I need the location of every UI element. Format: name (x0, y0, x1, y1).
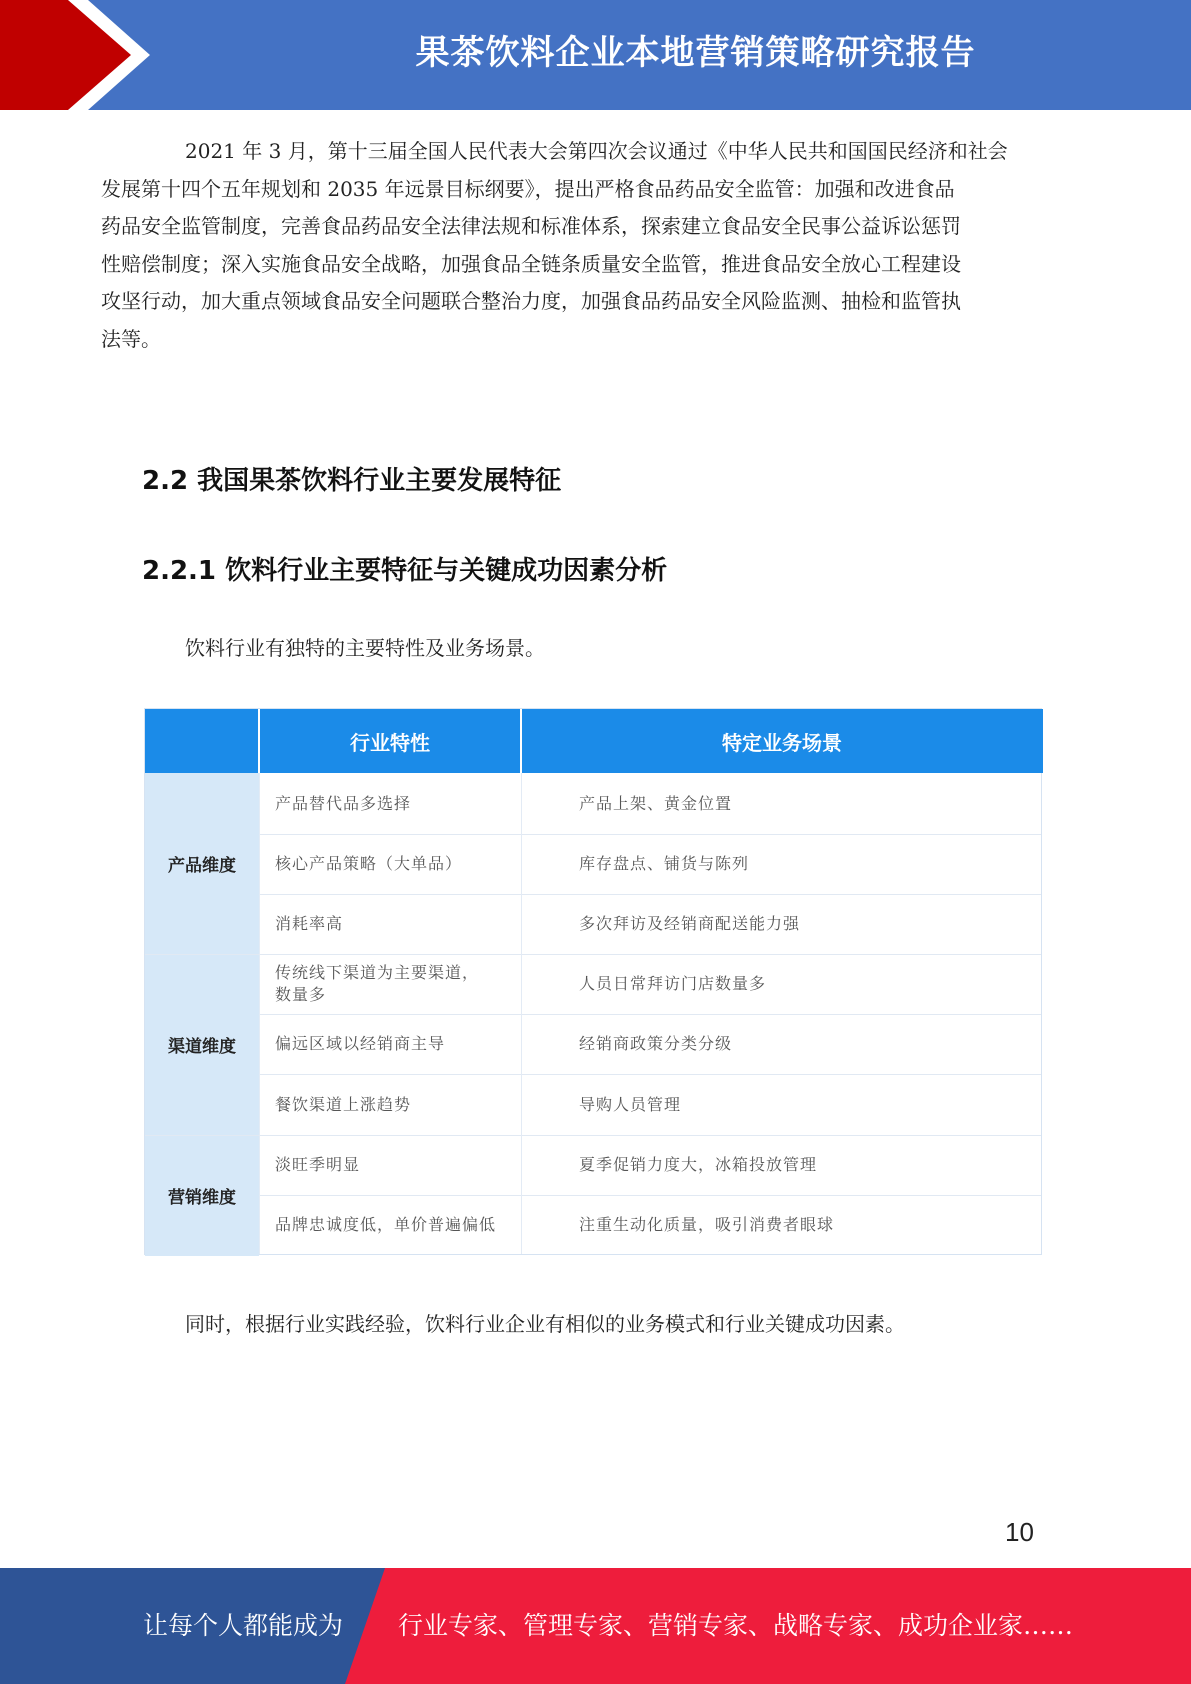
footer-slogan-right: 行业专家、管理专家、营销专家、战略专家、成功企业家…… (398, 1611, 1074, 1640)
intro-line: 性赔偿制度；深入实施食品安全战略，加强食品全链条质量安全监管，推进食品安全放心工程建设 (101, 251, 961, 276)
feature-table (144, 708, 1042, 1255)
column-divider (521, 773, 522, 1254)
scenario-cell: 库存盘点、铺货与陈列 (579, 854, 750, 873)
feature-cell: 淡旺季明显 (275, 1155, 361, 1174)
intro-line: 2021 年 3 月，第十三届全国人民代表大会第四次会议通过《中华人民共和国国民经济和社会 (185, 139, 1008, 163)
section-heading: 2.2 我国果茶饮料行业主要发展特征 (142, 466, 562, 496)
feature-cell: 传统线下渠道为主要渠道，数量多 (275, 963, 480, 1004)
page-header (0, 0, 1191, 110)
report-title: 果茶饮料企业本地营销策略研究报告 (415, 33, 976, 73)
category-marketing: 营销维度 (145, 1135, 259, 1256)
intro-line: 法等。 (101, 326, 161, 351)
intro-line: 攻坚行动，加大重点领域食品安全问题联合整治力度，加强食品药品安全风险监测、抽检和监管执 (101, 289, 961, 313)
scenario-cell: 产品上架、黄金位置 (579, 793, 733, 813)
feature-cell: 品牌忠诚度低，单价普遍偏低 (275, 1215, 497, 1234)
subsection-heading: 2.2.1 饮料行业主要特征与关键成功因素分析 (142, 556, 668, 586)
table-header-feature: 行业特性 (259, 709, 521, 773)
feature-cell: 偏远区域以经销商主导 (275, 1034, 446, 1053)
scenario-cell: 注重生动化质量，吸引消费者眼球 (579, 1215, 835, 1234)
scenario-cell: 导购人员管理 (579, 1094, 682, 1114)
header-divider (258, 709, 260, 773)
feature-cell: 消耗率高 (275, 914, 344, 933)
category-channel: 渠道维度 (145, 954, 259, 1135)
page-number: 10 (1005, 1517, 1034, 1547)
header-chevron-icon (0, 0, 160, 110)
scenario-cell: 人员日常拜访门店数量多 (579, 974, 767, 993)
feature-cell: 产品替代品多选择 (275, 793, 412, 813)
intro-line: 发展第十四个五年规划和 2035 年远景目标纲要》，提出严格食品药品安全监管：加强和改进食品 (101, 176, 955, 201)
feature-cell: 餐饮渠道上涨趋势 (275, 1094, 412, 1114)
scenario-cell: 多次拜访及经销商配送能力强 (579, 914, 801, 933)
table-header-empty (145, 709, 259, 773)
scenario-cell: 夏季促销力度大，冰箱投放管理 (579, 1155, 818, 1174)
header-divider (520, 709, 522, 773)
column-divider (259, 773, 260, 1254)
category-product: 产品维度 (145, 773, 259, 954)
footer-slogan-left: 让每个人都能成为 (143, 1611, 344, 1640)
table-intro: 饮料行业有独特的主要特性及业务场景。 (185, 636, 545, 660)
feature-cell: 核心产品策略（大单品） (275, 854, 463, 873)
scenario-cell: 经销商政策分类分级 (579, 1034, 733, 1053)
intro-paragraph (101, 133, 1047, 358)
table-header-scenario: 特定业务场景 (521, 709, 1043, 773)
closing-paragraph: 同时，根据行业实践经验，饮料行业企业有相似的业务模式和行业关键成功因素。 (185, 1312, 905, 1336)
intro-line: 药品安全监管制度，完善食品药品安全法律法规和标准体系，探索建立食品安全民事公益诉讼惩罚 (101, 214, 961, 238)
